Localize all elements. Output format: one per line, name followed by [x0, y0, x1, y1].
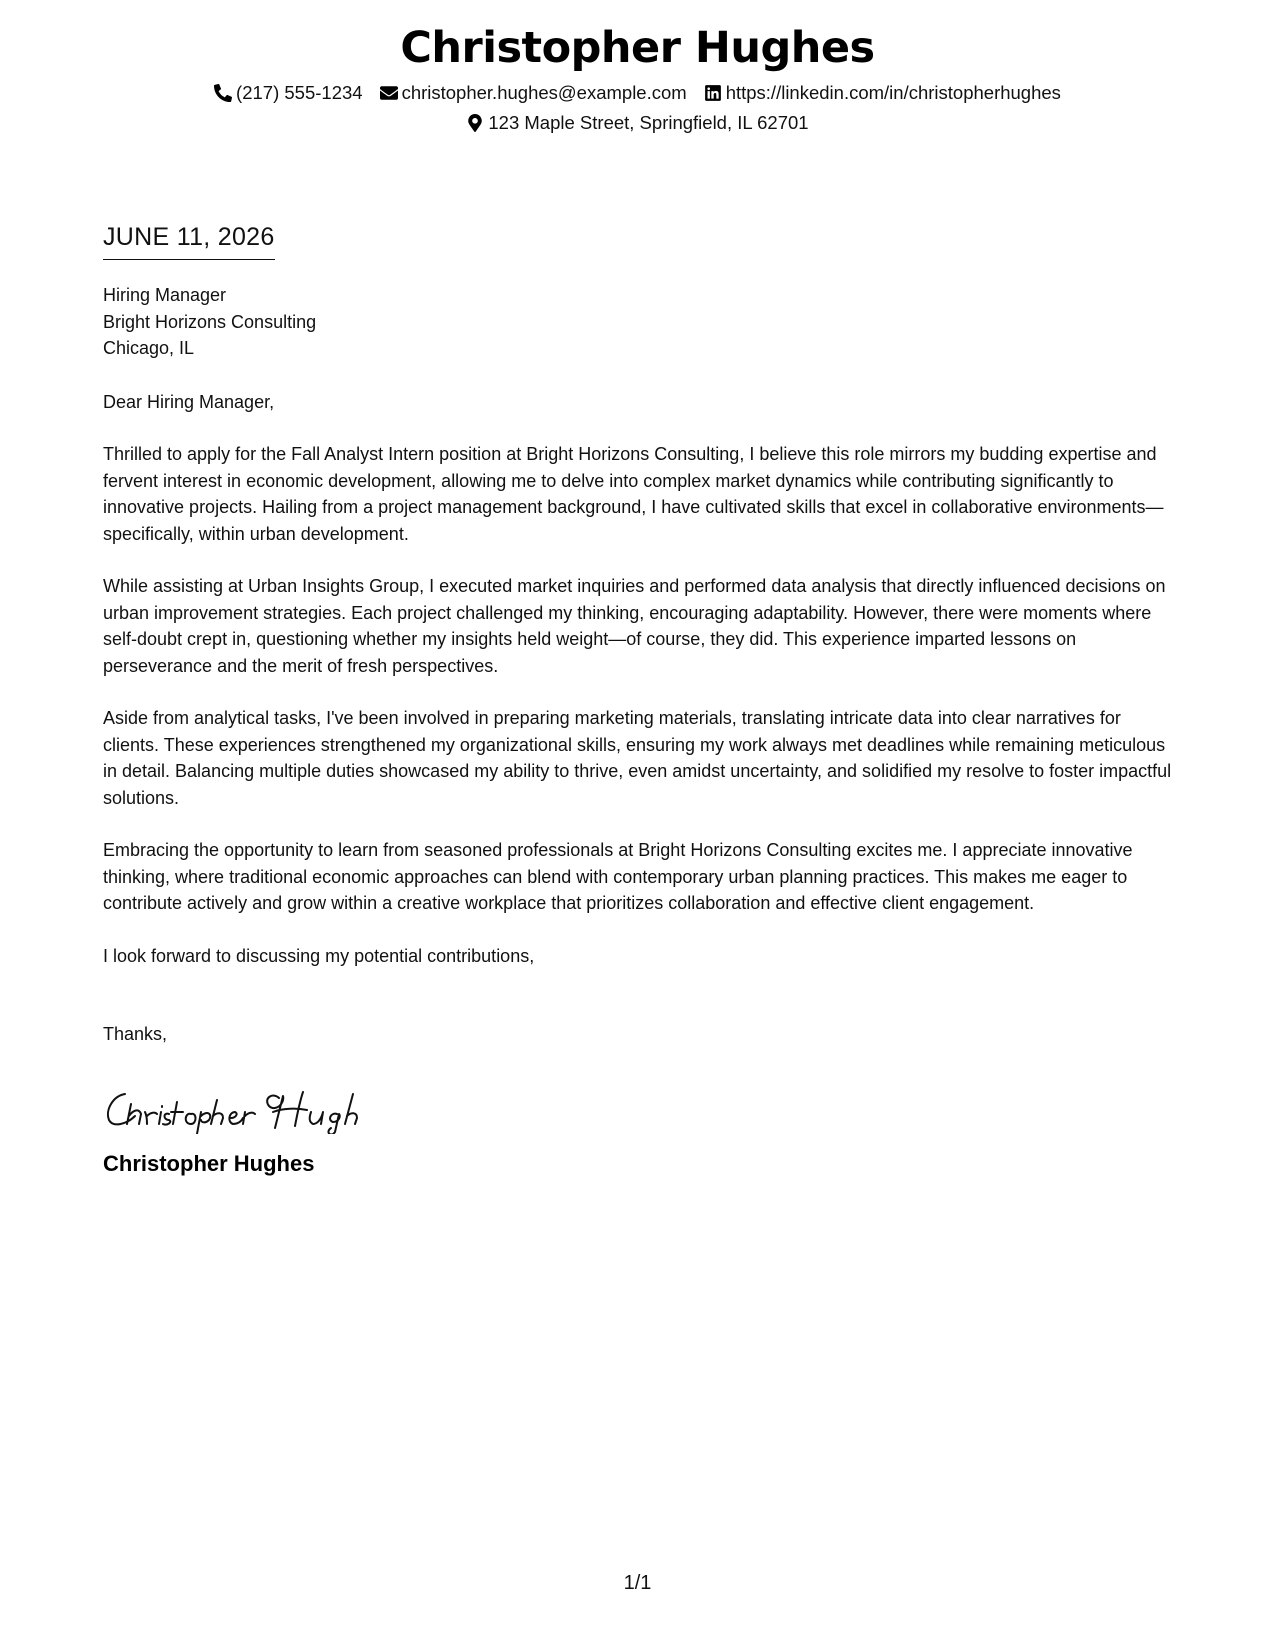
email-contact [380, 78, 687, 108]
closing-line: I look forward to discussing my potential contributions, [103, 945, 535, 966]
letter-body [103, 282, 1175, 1178]
recipient-block [103, 282, 1175, 362]
linkedin-url[interactable]: https://linkedin.com/in/christopherhughes [725, 82, 1061, 103]
contact-row [0, 78, 1275, 108]
letter-header [0, 22, 1275, 138]
body-paragraph: Thrilled to apply for the Fall Analyst Intern position at Bright Horizons Consulting, I believe this role mirrors my budding expertise and fervent interest in economic development, allowing me to delve into complex market dynamics while contributing significantly to innovative projects. Hailing from a project management background, I have cultivated skills that excel in collaborative environments—specifically, within urban development. [103, 444, 1164, 544]
phone-number: (217) 555-1234 [236, 82, 363, 103]
letter-date: JUNE 11, 2026 [103, 222, 275, 260]
phone-icon [214, 84, 232, 102]
street-address: 123 Maple Street, Springfield, IL 62701 [488, 112, 809, 133]
address-row [0, 108, 1275, 138]
email-address: christopher.hughes@example.com [401, 82, 687, 103]
page-number: 1/1 [623, 1572, 652, 1594]
recipient-location: Chicago, IL [103, 338, 195, 358]
linkedin-icon [704, 84, 722, 102]
body-paragraph: While assisting at Urban Insights Group, I executed market inquiries and performed data analysis that directly influenced decisions on urban improvement strategies. Each project challenged my thinking, encouraging adaptability. However, there were moments where self-doubt crept in, questioning whether my insights held weight—of course, they did. This experience imparted lessons on perseverance and the merit of fresh perspectives. [103, 576, 1166, 676]
phone-contact [214, 78, 363, 108]
signature-image [103, 1074, 373, 1134]
signed-name: Christopher Hughes [103, 1150, 315, 1176]
applicant-name: Christopher Hughes [400, 23, 875, 73]
body-paragraph: Embracing the opportunity to learn from seasoned professionals at Bright Horizons Consulting excites me. I appreciate innovative thinking, where traditional economic approaches can blend with contemporary urban planning practices. This makes me eager to contribute actively and grow within a creative workplace that prioritizes collaboration and effective client engagement. [103, 840, 1133, 913]
map-marker-icon [466, 114, 484, 132]
recipient-company: Bright Horizons Consulting [103, 311, 317, 332]
salutation: Dear Hiring Manager, [103, 391, 275, 412]
envelope-icon [380, 84, 398, 102]
signoff: Thanks, [103, 1024, 168, 1044]
address-contact [466, 108, 808, 138]
handwritten-signature [103, 1074, 373, 1134]
letter-date-block [103, 222, 275, 260]
body-paragraph: Aside from analytical tasks, I've been involved in preparing marketing materials, translating intricate data into clear narratives for clients. These experiences strengthened my organizational skills, ensuring my work always met deadlines while remaining meticulous in detail. Balancing multiple duties showcased my ability to thrive, even amidst uncertainty, and solidified my resolve to foster impactful solutions. [103, 708, 1172, 808]
recipient-title: Hiring Manager [103, 285, 227, 305]
linkedin-contact [704, 78, 1061, 108]
